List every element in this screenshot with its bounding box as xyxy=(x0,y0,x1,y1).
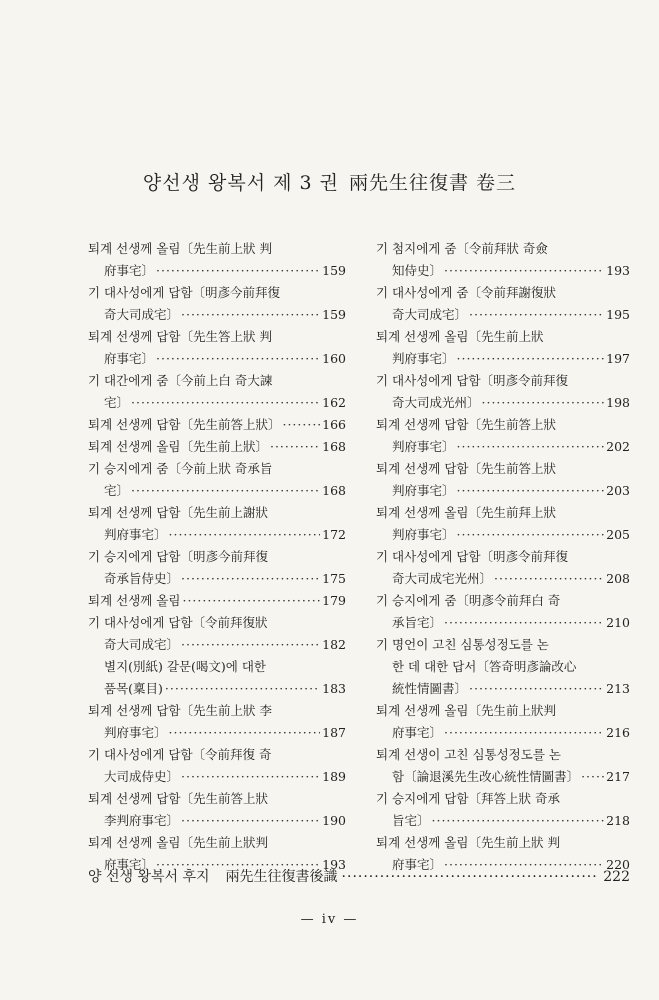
toc-line xyxy=(88,546,346,568)
toc-line-text: 李判府事宅〕 xyxy=(104,813,180,828)
toc-line xyxy=(376,546,630,568)
toc-line-page: 220 xyxy=(606,857,630,872)
toc-line-page: 213 xyxy=(606,681,630,696)
toc-right-column xyxy=(376,238,630,876)
toc-line-text: 퇴계 선생이 고친 심통성정도를 논 xyxy=(376,747,561,762)
toc-line xyxy=(88,590,346,612)
toc-line-text: 判府事宅〕 xyxy=(392,483,455,498)
toc-line-text: 기 승지에게 줌〔今前上狀 奇承旨 xyxy=(88,461,273,476)
toc-line xyxy=(376,678,630,700)
leader-dots xyxy=(469,304,604,326)
toc-line xyxy=(88,414,346,436)
leader-dots xyxy=(457,524,605,546)
toc-line xyxy=(376,436,630,458)
toc-line xyxy=(376,370,630,392)
toc-line-text: 奇承旨侍史〕 xyxy=(104,571,180,586)
toc-line-page: 193 xyxy=(322,857,346,872)
section-title xyxy=(0,168,659,195)
toc-line xyxy=(88,810,346,832)
toc-line xyxy=(376,832,630,854)
leader-dots xyxy=(457,436,605,458)
toc-line-text: 기 첨지에게 줌〔令前拜狀 奇僉 xyxy=(376,241,548,256)
toc-line-page: 179 xyxy=(322,593,346,608)
toc-line-page: 210 xyxy=(606,615,630,630)
toc-line-page: 216 xyxy=(606,725,630,740)
toc-line-text: 퇴계 선생께 올림〔先生前上狀判 xyxy=(88,835,268,850)
leader-dots xyxy=(156,260,320,282)
toc-line-text: 判府事宅〕 xyxy=(392,351,455,366)
toc-line-page: 166 xyxy=(322,417,346,432)
toc-line xyxy=(376,700,630,722)
toc-line-text: 府事宅〕 xyxy=(104,351,155,366)
toc-line-page: 218 xyxy=(606,813,630,828)
toc-line-page: 183 xyxy=(322,681,346,696)
toc-line-text: 퇴계 선생께 답함〔先生前上謝狀 xyxy=(88,505,268,520)
toc-line-text: 宅〕 xyxy=(104,395,130,410)
toc-line xyxy=(376,414,630,436)
toc-line-page: 187 xyxy=(322,725,346,740)
toc-line xyxy=(376,568,630,590)
toc-line-page: 189 xyxy=(322,769,346,784)
footer-leader-dots xyxy=(342,869,600,885)
leader-dots xyxy=(165,678,320,700)
toc-line xyxy=(88,392,346,414)
toc-line-page: 197 xyxy=(606,351,630,366)
toc-footer-entry xyxy=(88,866,630,886)
leader-dots xyxy=(482,392,605,414)
toc-line xyxy=(88,260,346,282)
toc-line-text: 기 승지에게 답함〔明彥今前拜復 xyxy=(88,549,268,564)
toc-line-page: 159 xyxy=(322,263,346,278)
toc-line xyxy=(88,678,346,700)
toc-line-page: 198 xyxy=(606,395,630,410)
leader-dots xyxy=(131,480,320,502)
toc-line xyxy=(376,722,630,744)
leader-dots xyxy=(181,304,320,326)
toc-line xyxy=(376,392,630,414)
leader-dots xyxy=(457,480,605,502)
toc-line xyxy=(88,326,346,348)
toc-line-text: 퇴계 선생께 답함〔先生答上狀 判 xyxy=(88,329,272,344)
toc-line-text: 知侍史〕 xyxy=(392,263,443,278)
toc-line-text: 기 승지에게 줌〔明彥令前拜白 奇 xyxy=(376,593,561,608)
toc-line-page: 182 xyxy=(322,637,346,652)
toc-line xyxy=(376,260,630,282)
leader-dots xyxy=(581,766,604,788)
toc-line xyxy=(88,304,346,326)
toc-line xyxy=(376,612,630,634)
section-title-hanja: 兩先生往復書 卷三 xyxy=(349,172,517,194)
toc-line-text: 퇴계 선생께 올림〔先生前上狀判 xyxy=(376,703,556,718)
toc-line-text: 府事宅〕 xyxy=(104,857,155,872)
toc-line-text: 별지(別紙) 갈문(喝文)에 대한 xyxy=(104,659,266,674)
leader-dots xyxy=(494,568,604,590)
toc-line-text: 퇴계 선생께 올림〔先生前上狀 xyxy=(376,329,544,344)
toc-line-text: 기 대사성에게 답함〔令前拜復 奇 xyxy=(88,747,272,762)
toc-line xyxy=(88,502,346,524)
toc-line-text: 함〔論退溪先生改心統性情圖書〕 xyxy=(392,769,580,784)
toc-line-text: 기 대사성에게 답함〔明彥令前拜復 xyxy=(376,373,569,388)
toc-line xyxy=(376,744,630,766)
toc-line-text: 判府事宅〕 xyxy=(104,527,167,542)
toc-line-text: 퇴계 선생께 답함〔先生前答上狀 xyxy=(88,791,268,806)
toc-line-page: 205 xyxy=(606,527,630,542)
toc-line-text: 기 대사성에게 답함〔明彥令前拜復 xyxy=(376,549,569,564)
toc-line xyxy=(88,832,346,854)
toc-line-text: 奇大司成宅〕 xyxy=(104,307,180,322)
leader-dots xyxy=(156,348,320,370)
toc-line-page: 202 xyxy=(606,439,630,454)
toc-line-text: 判府事宅〕 xyxy=(392,439,455,454)
toc-line xyxy=(88,282,346,304)
toc-line-page: 159 xyxy=(322,307,346,322)
toc-line-text: 기 대사성에게 답함〔令前拜復狀 xyxy=(88,615,268,630)
toc-line-text: 統性情圖書〕 xyxy=(392,681,468,696)
toc-line-page: 168 xyxy=(322,439,346,454)
toc-line xyxy=(88,634,346,656)
toc-line xyxy=(88,370,346,392)
leader-dots xyxy=(444,260,604,282)
leader-dots xyxy=(282,414,320,436)
leader-dots xyxy=(181,810,320,832)
toc-line-text: 奇大司成光州〕 xyxy=(392,395,480,410)
footer-title-hanja: 兩先生往復書後識 xyxy=(225,869,338,885)
section-title-korean: 양선생 왕복서 제 3 권 xyxy=(142,172,340,194)
toc-line xyxy=(376,634,630,656)
toc-line-text: 奇大司成宅光州〕 xyxy=(392,571,493,586)
toc-line-text: 퇴계 선생께 올림〔先生前上狀 判 xyxy=(88,241,272,256)
leader-dots xyxy=(169,722,321,744)
toc-line-text: 퇴계 선생께 답함〔先生前答上狀 xyxy=(376,461,556,476)
toc-line-text: 判府事宅〕 xyxy=(104,725,167,740)
toc-line-text: 퇴계 선생께 답함〔先生前上狀 李 xyxy=(88,703,272,718)
toc-line-text: 퇴계 선생께 올림〔先生前上狀 判 xyxy=(376,835,560,850)
toc-line-page: 172 xyxy=(322,527,346,542)
toc-line xyxy=(376,326,630,348)
toc-line xyxy=(376,282,630,304)
toc-line-text: 기 대사성에게 답함〔明彥今前拜復 xyxy=(88,285,281,300)
toc-line-text: 府事宅〕 xyxy=(104,263,155,278)
toc-line xyxy=(88,238,346,260)
toc-line-page: 217 xyxy=(606,769,630,784)
toc-line-text: 퇴계 선생께 올림〔先生前拜上狀 xyxy=(376,505,556,520)
toc-line xyxy=(88,700,346,722)
toc-line xyxy=(88,568,346,590)
leader-dots xyxy=(444,722,604,744)
toc-line-text: 퇴계 선생께 올림〔先生前上狀〕 xyxy=(88,439,268,454)
toc-line-text: 宅〕 xyxy=(104,483,130,498)
toc-line-text: 퇴계 선생께 답함〔先生前答上狀〕 xyxy=(88,417,281,432)
leader-dots xyxy=(181,766,320,788)
toc-line xyxy=(376,458,630,480)
leader-dots xyxy=(181,634,320,656)
toc-line-text: 품목(稟目) xyxy=(104,681,163,696)
leader-dots xyxy=(457,348,605,370)
leader-dots xyxy=(432,810,605,832)
toc-line-page: 168 xyxy=(322,483,346,498)
leader-dots xyxy=(131,392,320,414)
toc-line-page: 190 xyxy=(322,813,346,828)
toc-line xyxy=(88,524,346,546)
toc-line-text: 퇴계 선생께 답함〔先生前答上狀 xyxy=(376,417,556,432)
toc-line-page: 208 xyxy=(606,571,630,586)
toc-line-text: 기 대사성에게 줌〔令前拜謝復狀 xyxy=(376,285,556,300)
toc-line xyxy=(88,656,346,678)
toc-line xyxy=(88,480,346,502)
toc-line-page: 203 xyxy=(606,483,630,498)
toc-line-page: 162 xyxy=(322,395,346,410)
toc-line xyxy=(88,788,346,810)
toc-line xyxy=(88,348,346,370)
toc-line-text: 承旨宅〕 xyxy=(392,615,443,630)
toc-line-text: 奇大司成宅〕 xyxy=(104,637,180,652)
toc-line xyxy=(376,766,630,788)
toc-line-text: 한 데 대한 답서〔答奇明彥論改心 xyxy=(392,659,577,674)
toc-line-page: 160 xyxy=(322,351,346,366)
toc-line-text: 判府事宅〕 xyxy=(392,527,455,542)
toc-line-page: 195 xyxy=(606,307,630,322)
page-number: — iv — xyxy=(300,912,359,927)
toc-line-text: 府事宅〕 xyxy=(392,725,443,740)
toc-line xyxy=(88,458,346,480)
leader-dots xyxy=(444,612,604,634)
toc-line-text: 기 승지에게 답함〔拜答上狀 奇承 xyxy=(376,791,560,806)
toc-left-column xyxy=(88,238,346,876)
toc-line xyxy=(376,348,630,370)
toc-line xyxy=(88,612,346,634)
leader-dots xyxy=(181,568,320,590)
toc-line xyxy=(376,238,630,260)
toc-line xyxy=(88,436,346,458)
toc-line xyxy=(376,656,630,678)
toc-line-text: 기 명언이 고친 심통성정도를 논 xyxy=(376,637,549,652)
toc-line xyxy=(376,304,630,326)
toc-line xyxy=(376,524,630,546)
toc-line xyxy=(88,744,346,766)
toc-line xyxy=(376,590,630,612)
toc-line-page: 193 xyxy=(606,263,630,278)
toc-line-text: 旨宅〕 xyxy=(392,813,430,828)
toc-line-text: 大司成侍史〕 xyxy=(104,769,180,784)
leader-dots xyxy=(469,678,604,700)
leader-dots xyxy=(270,436,320,458)
toc-line-page: 175 xyxy=(322,571,346,586)
toc-line xyxy=(88,766,346,788)
footer-title-korean: 양 선생 왕복서 후지 xyxy=(88,869,210,885)
footer-page-number: 222 xyxy=(603,869,630,885)
toc-line-text: 府事宅〕 xyxy=(392,857,443,872)
toc-line xyxy=(376,502,630,524)
leader-dots xyxy=(169,524,321,546)
toc-line xyxy=(88,722,346,744)
toc-line xyxy=(376,480,630,502)
toc-line xyxy=(376,788,630,810)
toc-line-text: 퇴계 선생께 올림 xyxy=(88,593,181,608)
leader-dots xyxy=(182,590,320,612)
toc-line-text: 奇大司成宅〕 xyxy=(392,307,468,322)
toc-line xyxy=(376,810,630,832)
toc-line-text: 기 대간에게 줌〔今前上白 奇大諫 xyxy=(88,373,273,388)
